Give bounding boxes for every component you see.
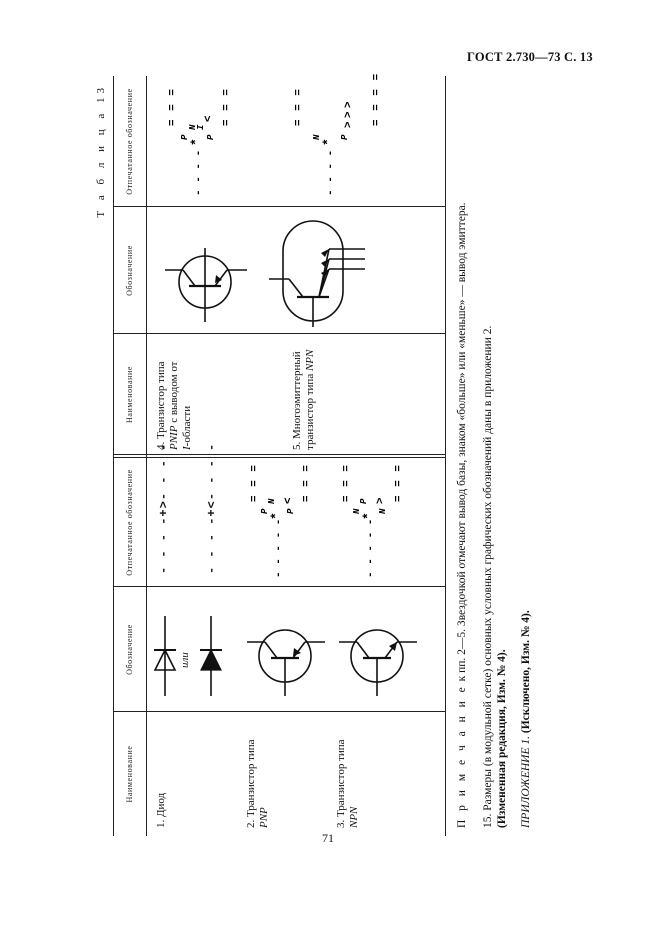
printed-glyph: P xyxy=(206,134,216,140)
printed-glyph: N xyxy=(267,498,277,504)
header-designation-left: Обозначение xyxy=(125,624,134,675)
printed-glyph: I xyxy=(196,124,206,130)
diode-or-label: или xyxy=(179,652,191,668)
header-designation-right: Обозначение xyxy=(125,245,134,296)
printed-glyph: P xyxy=(180,134,190,140)
pnp-transistor-symbol xyxy=(241,596,331,696)
npn-transistor-symbol xyxy=(333,596,423,696)
col-divider xyxy=(113,586,446,587)
printed-glyph: * xyxy=(189,138,204,146)
row-pnp-name: 2. Транзистор типа PNP xyxy=(245,739,270,828)
row-npn-name: 3. Транзистор типа NPN xyxy=(335,739,360,828)
svg-text:= = =: = = = xyxy=(293,87,305,126)
rotated-table-block xyxy=(95,72,630,836)
printed-glyph: P xyxy=(286,508,296,514)
printed-glyph: > xyxy=(375,497,387,504)
page-header: ГОСТ 2.730—73 С. 13 xyxy=(467,50,593,64)
printed-glyph: * xyxy=(321,138,336,146)
svg-text:- - - -: - - - - xyxy=(193,149,205,196)
table-note: П р и м е ч а н и е к пп. 2—5. Звездочкой отмечают вывод базы, знаком «больше» или «меньше» — вывод эмиттера. xyxy=(456,202,468,828)
row-pnip-name: 4. Транзистор типа PNIP с выводом от I-области xyxy=(155,361,193,450)
header-name-right: Наименование xyxy=(125,365,134,424)
printed-glyph: P xyxy=(359,498,369,504)
paragraph-15-edit: (Измененная редакция, Изм. № 4). xyxy=(496,649,508,828)
table-caption: Т а б л и ц а 13 xyxy=(95,84,107,218)
printed-pnp xyxy=(243,463,313,578)
header-printed-right: Отпечатанное обозначение xyxy=(125,88,134,195)
svg-text:- - - - -: - - - - - xyxy=(365,518,377,578)
appendix-1-note: ПРИЛОЖЕНИЕ 1. (Исключено, Изм. № 4). xyxy=(520,610,532,828)
printed-glyph: P xyxy=(340,134,350,140)
header-printed-left: Отпечатанное обозначение xyxy=(125,469,134,576)
svg-text:- - - -: - - - - xyxy=(325,149,337,196)
printed-glyph: N xyxy=(352,508,362,514)
multiemitter-transistor-symbol xyxy=(263,211,373,331)
col-divider xyxy=(113,711,446,712)
diode-symbol-alt xyxy=(199,616,229,696)
printed-glyph: N xyxy=(188,124,198,130)
col-divider xyxy=(113,333,446,334)
printed-glyph: > xyxy=(343,101,355,108)
printed-npn xyxy=(335,463,405,578)
symbols-table xyxy=(113,72,446,836)
svg-text:= = =: = = = xyxy=(341,463,353,502)
printed-glyph: * xyxy=(269,512,284,520)
printed-glyph: N xyxy=(312,134,322,140)
printed-pnip xyxy=(157,81,237,196)
printed-diode-1: - - - -+>- - - - xyxy=(157,442,171,574)
printed-glyph: P xyxy=(260,508,270,514)
svg-text:= = =: = = = xyxy=(393,463,405,502)
svg-text:- - - - -: - - - - - xyxy=(273,518,285,578)
page-number: 71 xyxy=(322,831,334,845)
svg-text:= = =: = = = xyxy=(221,87,233,126)
table-header-rule xyxy=(146,76,147,836)
header-name-left: Наименование xyxy=(125,745,134,803)
pnip-transistor-symbol xyxy=(153,210,253,330)
row-multiemitter-name: 5. Многоэмиттерный транзистор типа NPN xyxy=(291,349,316,450)
printed-glyph: < xyxy=(203,115,215,122)
printed-glyph: > xyxy=(343,121,355,128)
row-diode-name: 1. Диод xyxy=(155,792,167,828)
svg-text:= = =: = = = xyxy=(167,87,179,126)
table-bottom-rule xyxy=(445,76,446,836)
printed-glyph: < xyxy=(283,497,295,504)
printed-glyph: > xyxy=(343,111,355,118)
svg-text:= = =: = = = xyxy=(301,463,313,502)
printed-glyph: * xyxy=(361,512,376,520)
svg-text:= = =: = = = xyxy=(249,463,261,502)
printed-glyph: N xyxy=(378,508,388,514)
paragraph-15: 15. Размеры (в модульной сетке) основных условных графических обозначений даны в приложении 2. xyxy=(482,325,494,828)
svg-text:= = = =: = = = = xyxy=(371,72,383,126)
printed-multiemitter xyxy=(283,72,393,196)
printed-diode-2: - - - -+<- - - - xyxy=(205,442,219,574)
col-divider xyxy=(113,206,446,207)
